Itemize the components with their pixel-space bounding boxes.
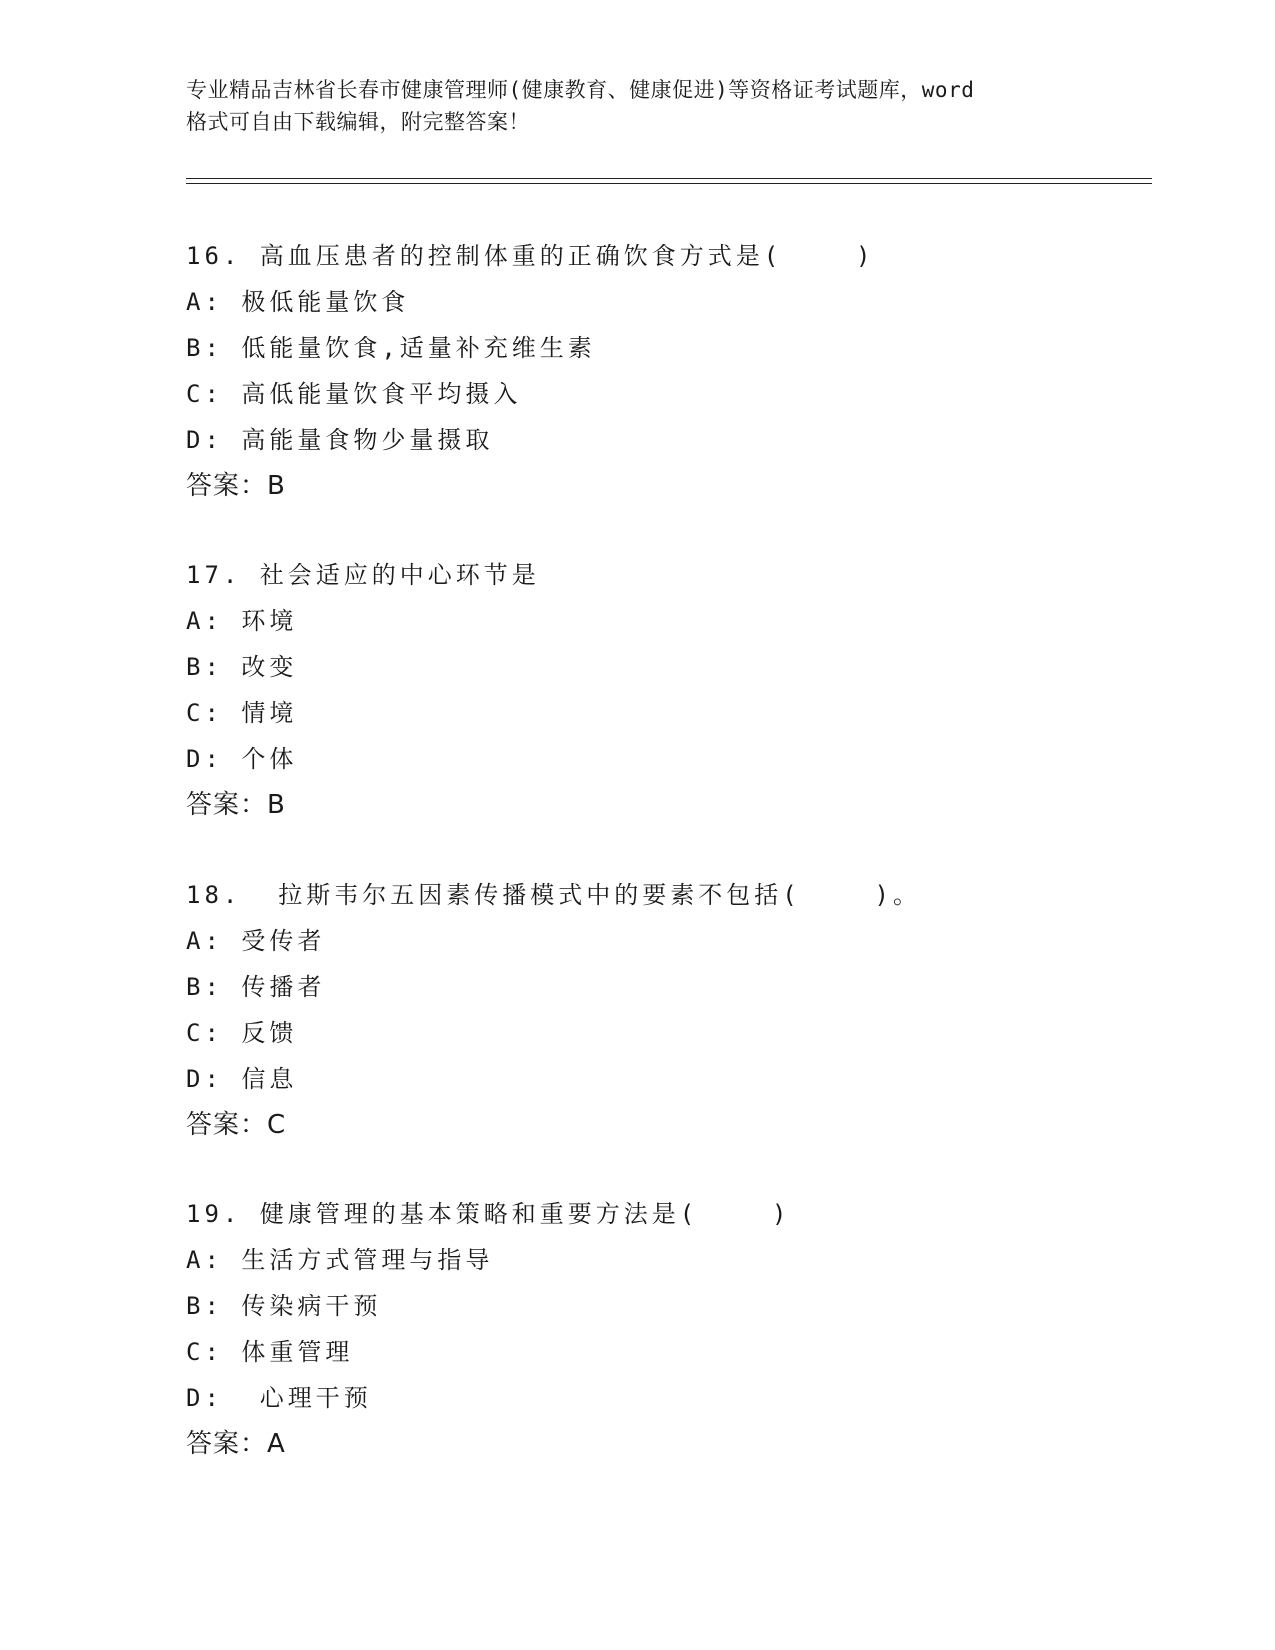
question-17 — [186, 552, 1146, 828]
option-d: D: 信息 — [186, 1065, 298, 1093]
option-b: B: 改变 — [186, 653, 298, 681]
option-b: B: 低能量饮食,适量补充维生素 — [186, 334, 596, 362]
option-d: D: 心理干预 — [186, 1384, 372, 1412]
option-d: D: 高能量食物少量摄取 — [186, 426, 494, 454]
answer: 答案：B — [186, 471, 286, 501]
option-a: A: 环境 — [186, 607, 298, 635]
option-c: C: 高低能量饮食平均摄入 — [186, 380, 522, 408]
header-line-2: 格式可自由下载编辑，附完整答案！ — [186, 110, 530, 134]
answer: 答案：A — [186, 1429, 286, 1459]
option-a: A: 生活方式管理与指导 — [186, 1246, 494, 1274]
option-a: A: 极低能量饮食 — [186, 288, 410, 316]
option-b: B: 传染病干预 — [186, 1292, 382, 1320]
question-stem: 18. 拉斯韦尔五因素传播模式中的要素不包括( )。 — [186, 881, 921, 909]
answer: 答案：B — [186, 790, 286, 820]
question-stem: 16. 高血压患者的控制体重的正确饮食方式是( ) — [186, 242, 875, 270]
option-c: C: 情境 — [186, 699, 298, 727]
question-18 — [186, 872, 1146, 1148]
question-19 — [186, 1191, 1146, 1467]
header-rule-bottom — [186, 183, 1152, 184]
option-a: A: 受传者 — [186, 927, 326, 955]
answer: 答案：C — [186, 1110, 287, 1140]
option-d: D: 个体 — [186, 745, 298, 773]
question-stem: 19. 健康管理的基本策略和重要方法是( ) — [186, 1200, 791, 1228]
header-rule-top — [186, 178, 1152, 179]
question-stem: 17. 社会适应的中心环节是 — [186, 561, 540, 589]
option-c: C: 反馈 — [186, 1019, 298, 1047]
question-16 — [186, 233, 1146, 509]
header-line-1: 专业精品吉林省长春市健康管理师(健康教育、健康促进)等资格证考试题库，word — [186, 78, 975, 102]
option-b: B: 传播者 — [186, 973, 326, 1001]
document-header — [186, 74, 1086, 138]
option-c: C: 体重管理 — [186, 1338, 354, 1366]
